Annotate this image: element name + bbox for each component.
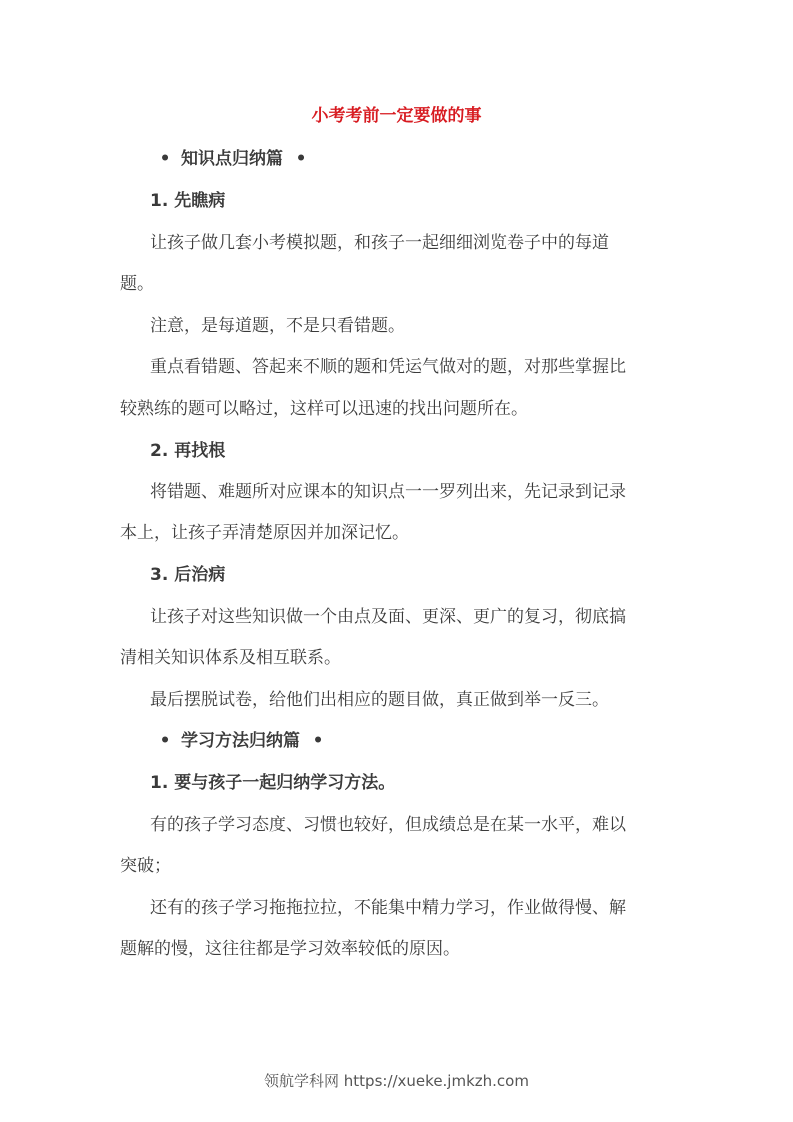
- paragraph-line: 重点看错题、答起来不顺的题和凭运气做对的题，对那些掌握比: [150, 357, 626, 377]
- section-label: 知识点归纳篇: [181, 149, 283, 169]
- paragraph-line: 较熟练的题可以略过，这样可以迅速的找出问题所在。: [120, 399, 528, 419]
- document-title: 小考考前一定要做的事: [311, 106, 482, 126]
- subheading-3: 3. 后治病: [150, 565, 226, 585]
- paragraph-line: 让孩子对这些知识做一个由点及面、更深、更广的复习，彻底搞: [150, 607, 626, 627]
- paragraph-line: 题。: [120, 274, 154, 294]
- paragraph-line: 题解的慢，这往往都是学习效率较低的原因。: [120, 939, 460, 959]
- section-heading-methods: [155, 730, 328, 752]
- paragraph-line: 注意，是每道题，不是只看错题。: [150, 316, 405, 336]
- subheading-2: 2. 再找根: [150, 441, 226, 461]
- paragraph-line: 让孩子做几套小考模拟题，和孩子一起细细浏览卷子中的每道: [150, 233, 609, 253]
- paragraph-line: 将错题、难题所对应课本的知识点一一罗列出来，先记录到记录: [150, 482, 626, 502]
- bullet-icon: •: [295, 149, 307, 169]
- paragraph-line: 清相关知识体系及相互联系。: [120, 648, 341, 668]
- section-label: 学习方法归纳篇: [181, 731, 300, 751]
- bullet-icon: •: [312, 731, 324, 751]
- subheading-1: 1. 先瞧病: [150, 191, 226, 211]
- bullet-icon: •: [159, 731, 171, 751]
- paragraph-line: 最后摆脱试卷，给他们出相应的题目做，真正做到举一反三。: [150, 690, 609, 710]
- bullet-icon: •: [159, 149, 171, 169]
- footer-watermark: 领航学科网 https://xueke.jmkzh.com: [264, 1072, 529, 1090]
- subheading-methods-1: 1. 要与孩子一起归纳学习方法。: [150, 773, 396, 793]
- paragraph-line: 本上，让孩子弄清楚原因并加深记忆。: [120, 523, 409, 543]
- paragraph-line: 有的孩子学习态度、习惯也较好，但成绩总是在某一水平，难以: [150, 815, 626, 835]
- paragraph-line: 还有的孩子学习拖拖拉拉，不能集中精力学习，作业做得慢、解: [150, 898, 626, 918]
- section-heading-knowledge: [155, 148, 311, 170]
- paragraph-line: 突破；: [120, 856, 171, 876]
